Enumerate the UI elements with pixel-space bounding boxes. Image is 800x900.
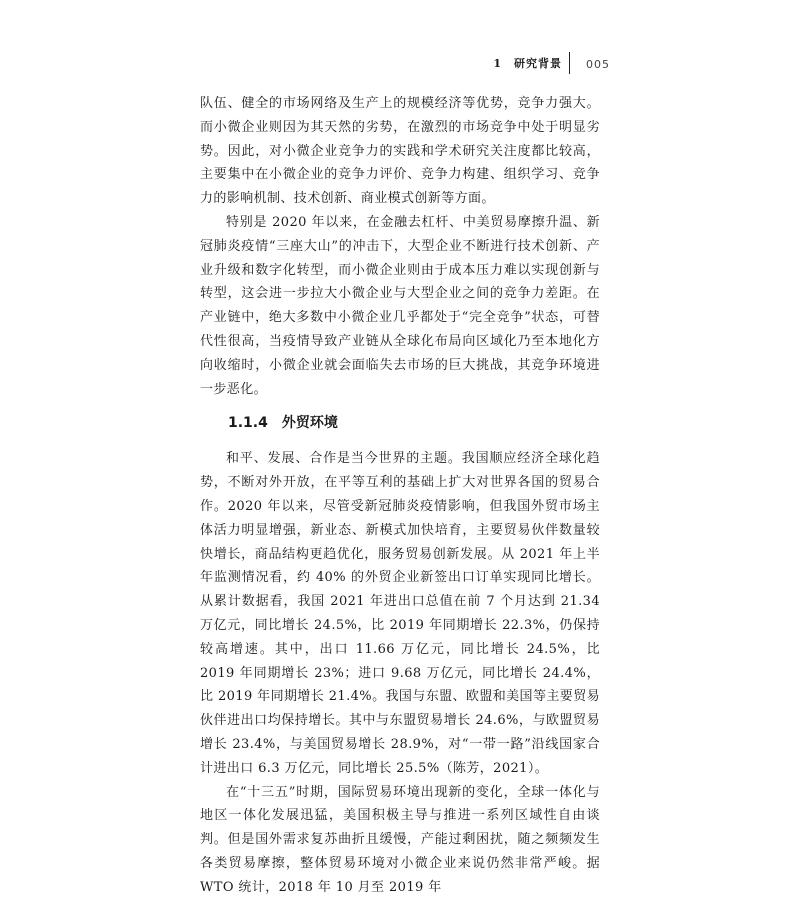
- chapter-title: 1 研究背景: [493, 57, 562, 70]
- paragraph: 队伍、健全的市场网络及生产上的规模经济等优势，竞争力强大。而小微企业则因为其天然的劣势，在激烈的市场竞争中处于明显劣势。因此，对小微企业竞争力的实践和学术研究关注度都比较高，主要集中在小微企业的竞争力评价、竞争力构建、组织学习、竞争力的影响机制、技术创新、商业模式创新等方面。: [200, 96, 600, 207]
- body-text: [200, 92, 600, 900]
- header-divider: [569, 52, 571, 74]
- section-title: 外贸环境: [281, 415, 338, 432]
- section-number: 1.1.4: [228, 415, 268, 432]
- section-heading: [200, 411, 600, 435]
- paragraph: 在“十三五”时期，国际贸易环境出现新的变化，全球一体化与地区一体化发展迅猛，美国积极主导与推进一系列区域性自由谈判。但是国外需求复苏曲折且缓慢，产能过剩困扰，随之频频发生各类贸易摩擦，整体贸易环境对小微企业来说仍然非常严峻。据 WTO 统计，2018 年 10 月至 2019 年: [200, 784, 600, 895]
- page-number: 005: [586, 58, 610, 71]
- paragraph: 特别是 2020 年以来，在金融去杠杆、中美贸易摩擦升温、新冠肺炎疫情“三座大山”的冲击下，大型企业不断进行技术创新、产业升级和数字化转型，而小微企业则由于成本压力难以实现创新与转型，这会进一步拉大小微企业与大型企业之间的竞争力差距。在产业链中，绝大多数中小微企业几乎都处于“完全竞争”状态，可替代性很高，当疫情导致产业链从全球化布局向区域化乃至本地化方向收缩时，小微企业就会面临失去市场的巨大挑战，其竞争环境进一步恶化。: [200, 214, 600, 397]
- running-header: [480, 52, 620, 76]
- paragraph: 和平、发展、合作是当今世界的主题。我国顺应经济全球化趋势，不断对外开放，在平等互利的基础上扩大对世界各国的贸易合作。2020 年以来，尽管受新冠肺炎疫情影响，但我国外贸市场主体活力明显增强，新业态、新模式加快培育，主要贸易伙伴数量较快增长，商品结构更趋优化，服务贸易创新发展。从 2021 年上半年监测情况看，约 40% 的外贸企业新签出口订单实现同比增长。从累计数据看，我国 2021 年进出口总值在前 7 个月达到 21.34 万亿元，同比增长 24.5%，比 2019 年同期增长 22.3%，仍保持较高增速。其中，出口 11.66 万亿元，同比增长 24.5%，比 2019 年同期增长 23%；进口 9.68 万亿元，同比增长 24.4%，比 2019 年同期增长 21.4%。我国与东盟、欧盟和美国等主要贸易伙伴进出口均保持增长。其中与东盟贸易增长 24.6%，与欧盟贸易增长 23.4%，与美国贸易增长 28.9%，对“一带一路”沿线国家合计进出口 6.3 万亿元，同比增长 25.5%（陈芳，2021）。: [200, 451, 600, 776]
